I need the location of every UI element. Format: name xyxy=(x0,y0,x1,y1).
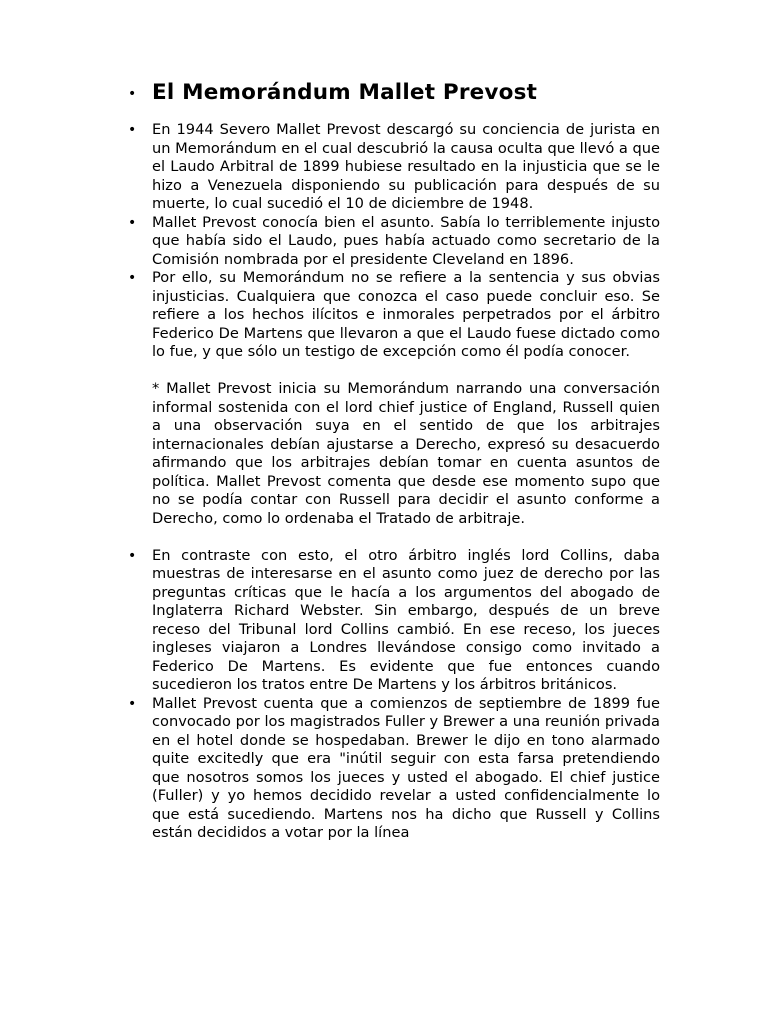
bullet-icon: • xyxy=(128,214,137,231)
paragraph-text: En 1944 Severo Mallet Prevost descargó su conciencia de jurista en un Memorándum en el cual descubrió la causa oculta que llevó a que el Laudo Arbitral de 1899 hubiese resultado en la injusticia que se le hizo a Venezuela disponiendo su publicación para después de su muerte, lo cual sucedió el 10 de diciembre de 1948. xyxy=(152,121,660,212)
bullet-icon: • xyxy=(128,695,137,712)
list-item xyxy=(128,269,660,362)
list-item xyxy=(128,547,660,695)
paragraph-text: Mallet Prevost conocía bien el asunto. Sabía lo terriblemente injusto que había sido el Laudo, pues había actuado como secretario de la Comisión nombrada por el presidente Cleveland en 1896. xyxy=(152,213,660,268)
bullet-icon: • xyxy=(128,270,137,286)
list-item xyxy=(128,121,660,214)
bullet-icon: • xyxy=(128,86,137,102)
bullet-icon: • xyxy=(128,122,137,138)
document-body xyxy=(128,121,660,843)
paragraph-text: En contraste con esto, el otro árbitro inglés lord Collins, daba muestras de interesarse en el asunto como juez de derecho por las preguntas críticas que le hacía a los argumentos del abogado de Inglaterra Richard Webster. Sin embargo, después de un breve receso del Tribunal lord Collins cambió. En ese receso, los jueces ingleses viajaron a Londres llevándose consigo como invitado a Federico De Martens. Es evidente que fue entonces cuando sucedieron los tratos entre De Martens y los árbitros británicos. xyxy=(152,546,660,693)
paragraph-text: Mallet Prevost cuenta que a comienzos de septiembre de 1899 fue convocado por los magistrados Fuller y Brewer a una reunión privada en el hotel donde se hospedaban. Brewer le dijo en tono alarmado quite excitedly que era "inútil seguir con esta farsa pretendiendo que nosotros somos los jueces y usted el abogado. El chief justice (Fuller) y yo hemos decidido revelar a usted confidencialmente lo que está sucediendo. Martens nos ha dicho que Russell y Collins están decididos a votar por la línea xyxy=(152,694,660,841)
list-item xyxy=(128,214,660,270)
paragraph-text: Por ello, su Memorándum no se refiere a la sentencia y sus obvias injusticias. Cualquiera que conozca el caso puede concluir eso. Se refiere a los hechos ilícitos e inmorales perpetrados por el árbitro Federico De Martens que llevaron a que el Laudo fuese dictado como lo fue, y que sólo un testigo de excepción como él podía conocer. xyxy=(152,269,660,360)
document-title: El Memorándum Mallet Prevost xyxy=(152,80,538,105)
heading-list-item xyxy=(128,80,668,106)
bullet-icon: • xyxy=(128,547,137,564)
list-item xyxy=(128,695,660,843)
note-paragraph: * Mallet Prevost inicia su Memorándum narrando una conversación informal sostenida con el lord chief justice of England, Russell quien a una observación suya en el sentido de que los arbitrajes internacionales debían ajustarse a Derecho, expresó su desacuerdo afirmando que los arbitrajes debían tomar en cuenta asuntos de política. Mallet Prevost comenta que desde ese momento supo que no se podía contar con Russell para decidir el asunto conforme a Derecho, como lo ordenaba el Tratado de arbitraje. xyxy=(152,380,660,527)
